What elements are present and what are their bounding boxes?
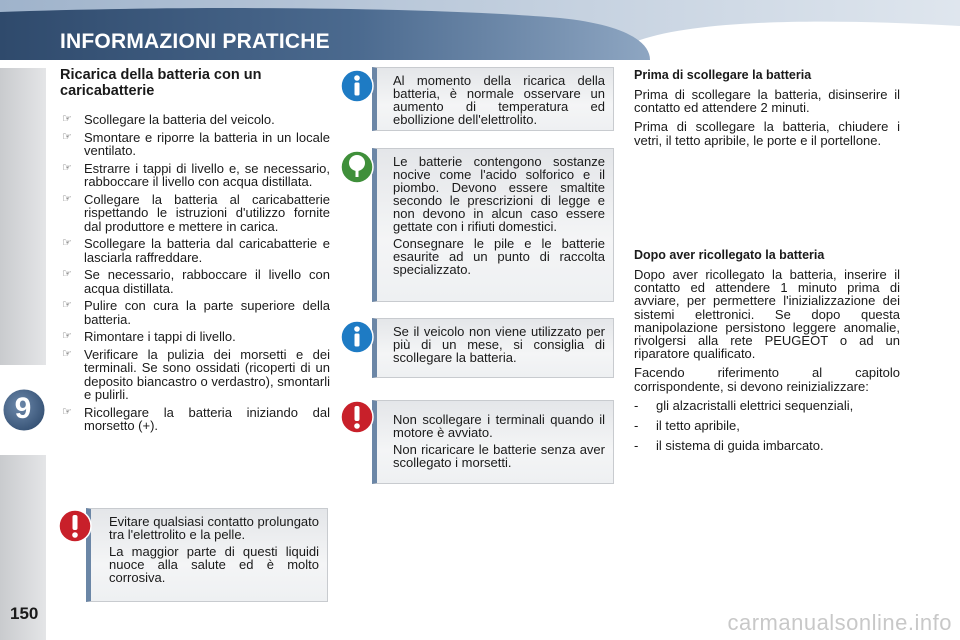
list-item: - gli alzacristalli elettrici sequenziali, — [634, 397, 854, 413]
dash-marker: - — [634, 397, 639, 413]
list-item: ☞ Rimontare i tappi di livello. — [62, 329, 236, 344]
paragraph: Prima di scollegare la batteria, chiudere i vetri, il tetto apribile, le porte e il portellone. — [634, 119, 900, 148]
chapter-number: 9 — [14, 392, 32, 425]
pointing-hand-icon: ☞ — [62, 299, 72, 311]
list-item: ☞ Verificare la pulizia dei morsetti e dei terminali. Se sono ossidati (ricoperti di un deposito biancastro o verdastro), smontarli e pulirli. — [62, 346, 330, 402]
info-icon — [340, 320, 374, 354]
section-heading-before-disconnect: Prima di scollegare la batteria — [634, 68, 812, 82]
charging-steps-list — [60, 113, 330, 433]
pointing-hand-icon: ☞ — [62, 113, 72, 125]
warning-text: La maggior parte di questi liquidi nuoce alla salute ed è molto corrosiva. — [109, 544, 319, 585]
warning-text: Non ricaricare le batterie senza aver scollegato i morsetti. — [393, 442, 605, 470]
info-text: Se il veicolo non viene utilizzato per più di un mese, si consiglia di scollegare la batteria. — [393, 324, 605, 365]
warning-text: Evitare qualsiasi contatto prolungato tra l'elettrolito e la pelle. — [109, 514, 319, 542]
column-3-section-2 — [634, 248, 900, 459]
dash-marker: - — [634, 437, 639, 453]
pointing-hand-icon: ☞ — [62, 130, 72, 143]
reinit-list — [634, 399, 900, 453]
list-item: ☞ Scollegare la batteria del veicolo. — [62, 112, 275, 127]
eco-text: Consegnare le pile e le batterie esaurite ad un punto di raccolta specializzato. — [393, 236, 605, 277]
warning-box-terminals — [372, 400, 614, 484]
eco-text: Le batterie contengono sostanze nocive come l'acido solforico e il piombo. Devono essere smaltite secondo le prescrizioni di legge e non devono in alcun caso essere gettate con i rifiuti domestici. — [393, 154, 605, 234]
page-number: 150 — [10, 604, 39, 623]
list-item: ☞ Scollegare la batteria dal caricabatterie e lasciarla raffreddare. — [62, 236, 330, 265]
pointing-hand-icon: ☞ — [62, 347, 72, 360]
column-1 — [60, 67, 330, 437]
watermark: carmanualsonline.info — [727, 610, 952, 635]
warning-box-electrolyte — [86, 508, 328, 602]
list-item: ☞ Se necessario, rabboccare il livello con acqua distillata. — [62, 267, 330, 296]
pointing-hand-icon: ☞ — [62, 192, 72, 205]
warning-text: Non scollegare i terminali quando il motore è avviato. — [393, 412, 605, 440]
list-item: ☞ Collegare la batteria al caricabatterie rispettando le istruzioni d'utilizzo fornite dal produttore e mettere in carica. — [62, 191, 330, 234]
list-item: ☞ Smontare e riporre la batteria in un locale ventilato. — [62, 129, 330, 158]
section-heading-charging: Ricarica della batteria con un caricabatterie — [60, 67, 262, 99]
list-item: ☞ Estrarre i tappi di livello e, se necessario, rabboccare il livello con acqua distillata. — [62, 160, 330, 189]
pointing-hand-icon: ☞ — [62, 237, 72, 249]
side-strip — [0, 68, 46, 640]
info-box-storage — [372, 318, 614, 378]
exclamation-icon — [58, 509, 92, 543]
eco-box-disposal — [372, 148, 614, 302]
info-box-charging — [372, 67, 614, 131]
page-title: INFORMAZIONI PRATICHE — [60, 30, 330, 53]
paragraph: Prima di scollegare la batteria, disinserire il contatto ed attendere 2 minuti. — [634, 87, 900, 116]
list-item: - il tetto apribile, — [634, 417, 740, 433]
list-item: ☞ Ricollegare la batteria iniziando dal morsetto (+). — [62, 404, 330, 433]
section-heading-after-reconnect: Dopo aver ricollegato la batteria — [634, 248, 825, 262]
paragraph: Facendo riferimento al capitolo corrispondente, si devono reinizializzare: — [634, 365, 900, 394]
pointing-hand-icon: ☞ — [62, 161, 72, 174]
pointing-hand-icon: ☞ — [62, 268, 72, 280]
dash-marker: - — [634, 417, 639, 433]
tree-icon — [340, 150, 374, 184]
exclamation-icon — [340, 400, 374, 434]
list-item: ☞ Pulire con cura la parte superiore della batteria. — [62, 298, 330, 327]
info-text: Al momento della ricarica della batteria, è normale osservare un aumento di temperatura ed ebollizione dell'elettrolito. — [393, 73, 605, 127]
pointing-hand-icon: ☞ — [62, 330, 72, 342]
list-item: - il sistema di guida imbarcato. — [634, 437, 824, 453]
pointing-hand-icon: ☞ — [62, 405, 72, 418]
info-icon — [340, 69, 374, 103]
paragraph: Dopo aver ricollegato la batteria, inserire il contatto ed attendere 1 minuto prima di avviare, per permettere l'inizializzazione dei sistemi elettronici. Se dopo questa manipolazione persistono leggere anomalie, rivolgersi alla rete PEUGEOT o ad un riparatore qualificato. — [634, 267, 900, 362]
column-3 — [634, 68, 900, 153]
